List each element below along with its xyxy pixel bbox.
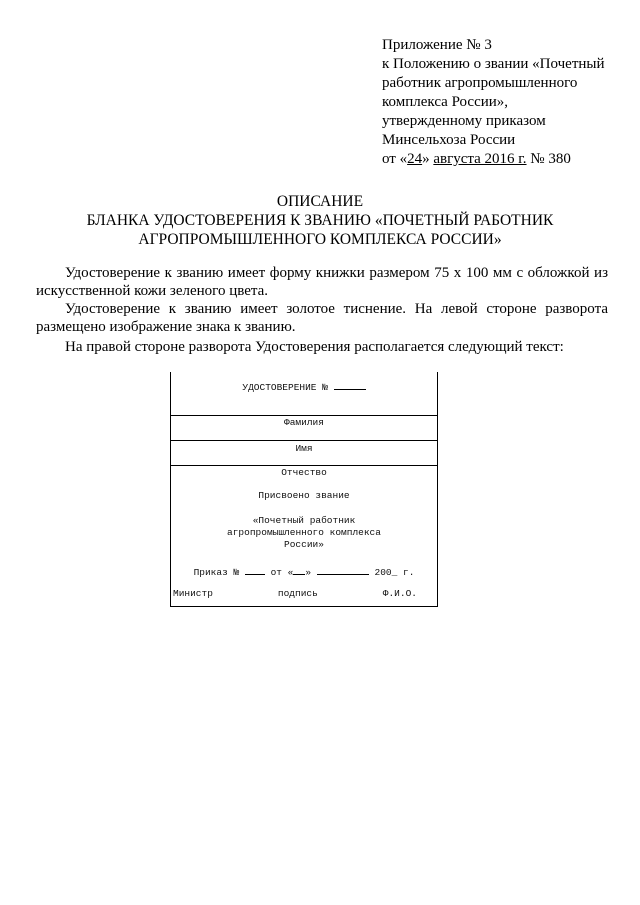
signature-row (173, 588, 417, 599)
fio-label: Ф.И.О. (382, 588, 417, 599)
blank-line (293, 565, 305, 575)
awarded-label: Присвоено звание (258, 490, 350, 501)
signature-label: подпись (277, 588, 318, 599)
divider (171, 440, 437, 441)
honor-title-line: агропромышленного комплекса (227, 527, 381, 538)
description-text (36, 264, 608, 356)
certificate-form-sample (170, 372, 438, 607)
order-number: № 380 (526, 151, 571, 167)
date-month-year: августа 2016 г. (433, 151, 527, 167)
appendix-ref-line: комплекса России», (382, 94, 509, 110)
appendix-ref-line: работник агропромышленного (382, 75, 578, 91)
minister-label: Министр (173, 588, 213, 599)
date-day: 24 (407, 151, 423, 167)
document-title: ОПИСАНИЕ БЛАНКА УДОСТОВЕРЕНИЯ К ЗВАНИЮ «ПОЧЕТНЫЙ РАБОТНИК АГРОПРОМЫШЛЕННОГО КОМПЛЕКСА РОССИИ» (86, 193, 554, 248)
order-row: Приказ № от « » 200_ г. (193, 567, 415, 578)
appendix-ref-line: утвержденному приказом (382, 113, 546, 129)
appendix-ref-line: Минсельхоза России (382, 132, 516, 148)
cert-number-row: УДОСТОВЕРЕНИЕ № (171, 380, 437, 393)
paragraph: Удостоверение к званию имеет форму книжки размером 75 х 100 мм с обложкой из искусственной кожи зеленого цвета. (36, 265, 608, 299)
appendix-header (382, 36, 605, 169)
blank-line (334, 380, 366, 390)
paragraph: Удостоверение к званию имеет золотое тиснение. На левой стороне разворота размещено изображение знака к званию. (36, 301, 608, 335)
blank-line (317, 565, 369, 575)
divider (171, 465, 437, 466)
blank-line (245, 565, 265, 575)
surname-label: Фамилия (284, 417, 324, 428)
honor-title-line: России» (284, 539, 324, 550)
appendix-date: от «24» августа 2016 г. № 380 (382, 151, 571, 167)
paragraph: На правой стороне разворота Удостоверения располагается следующий текст: (65, 339, 564, 355)
appendix-number: Приложение № 3 (382, 37, 492, 53)
divider (171, 415, 437, 416)
name-label: Имя (295, 443, 313, 454)
honor-title-line: «Почетный работник (252, 515, 356, 526)
appendix-ref-line: к Положению о звании «Почетный (382, 56, 605, 72)
patronymic-label: Отчество (281, 467, 327, 478)
